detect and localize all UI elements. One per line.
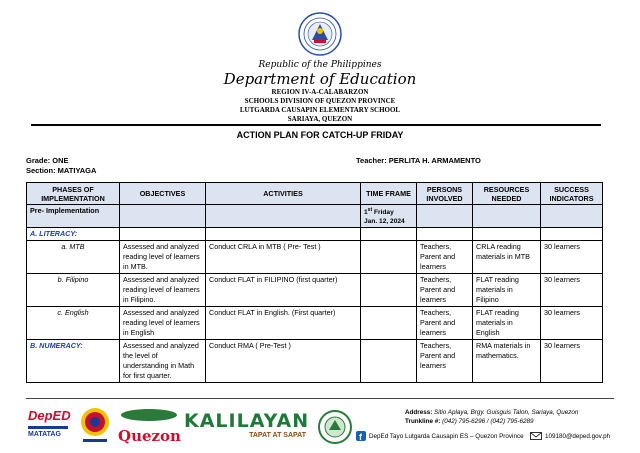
col-header-success: SUCCESS INDICATORS [541, 183, 603, 205]
facebook-icon [356, 431, 366, 441]
table-row [27, 307, 603, 340]
quezon-logo: Quezon [118, 408, 180, 444]
bagong-pilipinas-logo [78, 406, 112, 444]
table-row [27, 241, 603, 274]
activity-cell: Conduct FLAT in FILIPINO (first quarter) [206, 274, 361, 307]
numeracy-row [27, 340, 603, 383]
activity-cell: Conduct RMA ( Pre-Test ) [206, 340, 361, 383]
activity-cell: Conduct CRLA in MTB ( Pre- Test ) [206, 241, 361, 274]
school-text: LUTGARDA CAUSAPIN ELEMENTARY SCHOOL [239, 106, 401, 114]
objective-cell: Assessed and analyzed reading level of learners in Filipino. [120, 274, 206, 307]
section-text: Section: MATIYAGA [26, 166, 97, 175]
persons-cell: Teachers, Parent and learners [417, 340, 473, 383]
page-title: ACTION PLAN FOR CATCH-UP FRIDAY [236, 130, 404, 140]
col-header-resources: RESOURCES NEEDED [473, 183, 541, 205]
success-cell: 30 learners [541, 307, 603, 340]
persons-cell: Teachers, Parent and learners [417, 307, 473, 340]
facebook-page-link[interactable]: DepEd Tayo Lutgarda Causapin ES – Quezon Province [369, 433, 524, 440]
location-text: SARIAYA, QUEZON [287, 115, 353, 123]
republic-text: Republic of the Philippines [258, 60, 382, 70]
resources-cell: RMA materials in mathematics. [473, 340, 541, 383]
email-link[interactable]: 109180@deped.gov.ph [545, 433, 611, 440]
teacher-text: Teacher: PERLITA H. ARMAMENTO [356, 156, 481, 165]
trunkline-line: Trunkline #: (042) 795-6296 / (042) 795-6289 [405, 418, 534, 425]
col-header-objectives: OBJECTIVES [120, 183, 206, 205]
persons-cell: Teachers, Parent and learners [417, 241, 473, 274]
objective-cell: Assessed and analyzed reading level of learners in English [120, 307, 206, 340]
table-header-row [27, 183, 603, 205]
pre-implementation-label: Pre- Implementation [27, 205, 120, 228]
persons-cell: Teachers, Parent and learners [417, 274, 473, 307]
resources-cell: FLAT reading materials in English [473, 307, 541, 340]
table-row [27, 274, 603, 307]
action-plan-table [26, 182, 603, 383]
col-header-persons: PERSONS INVOLVED [417, 183, 473, 205]
success-cell: 30 learners [541, 340, 603, 383]
deped-matatag-logo: DepED MATATAG [28, 408, 71, 438]
phase-cell: a. MTB [27, 241, 120, 274]
col-header-phases: PHASES OF IMPLEMENTATION [27, 183, 120, 205]
grade-text: Grade: ONE [26, 156, 69, 165]
footer-divider [26, 398, 614, 399]
address-line: Address: Sitio Aplaya, Brgy. Guisguis Talon, Sariaya, Quezon [405, 409, 579, 416]
resources-cell: FLAT reading materials in Filipino [473, 274, 541, 307]
objective-cell: Assessed and analyzed the level of understanding in Math for first quarter. [120, 340, 206, 383]
success-cell: 30 learners [541, 274, 603, 307]
objective-cell: Assessed and analyzed reading level of learners in MTB. [120, 241, 206, 274]
deped-seal-logo [298, 12, 342, 56]
email-icon [530, 432, 542, 440]
pre-implementation-row [27, 205, 603, 228]
time-frame-cell: 1st Friday Jan. 12, 2024 [361, 205, 417, 228]
success-cell: 30 learners [541, 241, 603, 274]
phase-cell: b. Filipino [27, 274, 120, 307]
activity-cell: Conduct FLAT in English. (First quarter) [206, 307, 361, 340]
kalilayan-logo: KALILAYAN TAPAT AT SAPAT [184, 410, 310, 439]
quezon-emblem-icon [118, 408, 180, 422]
numeracy-label: B. NUMERACY: [27, 340, 120, 383]
resources-cell: CRLA reading materials in MTB [473, 241, 541, 274]
region-text: REGION IV-A-CALABARZON [271, 88, 369, 96]
col-header-time: TIME FRAME [361, 183, 417, 205]
header-divider [31, 124, 601, 126]
literacy-label: A. LITERACY: [27, 228, 120, 241]
division-text: SCHOOLS DIVISION OF QUEZON PROVINCE [244, 97, 396, 105]
col-header-activities: ACTIVITIES [206, 183, 361, 205]
school-seal-logo [318, 410, 352, 444]
phase-cell: c. English [27, 307, 120, 340]
svg-text:f: f [359, 432, 362, 441]
department-text: Department of Education [223, 70, 417, 88]
literacy-section-row [27, 228, 603, 241]
